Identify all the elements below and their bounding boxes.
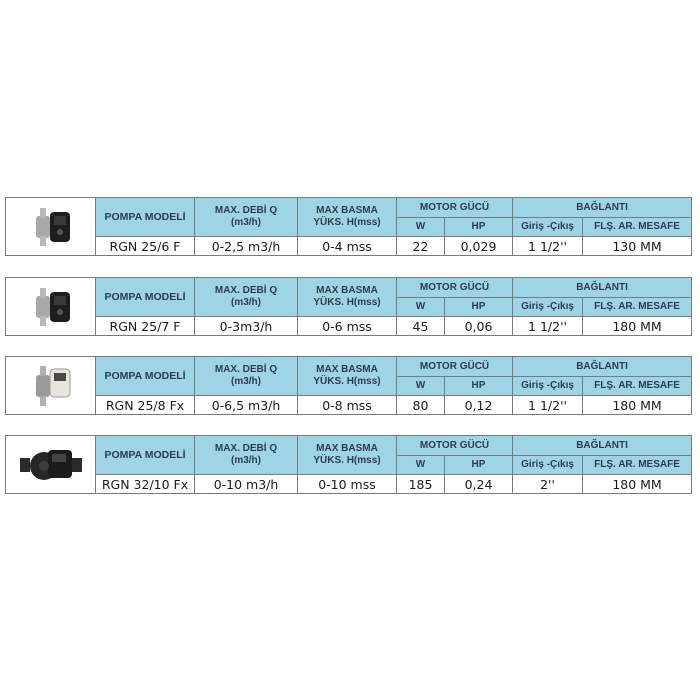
product-image [6, 198, 96, 256]
circulation-pump-icon [28, 204, 74, 250]
header-model: POMPA MODELİ [96, 357, 195, 396]
cell-head: 0-10 mss [298, 475, 397, 494]
cell-conn-io: 1 1/2'' [513, 317, 583, 336]
header-conn-io: Giriş -Çıkış [513, 377, 583, 396]
cell-flow: 0-2,5 m3/h [195, 237, 298, 256]
header-connection: BAĞLANTI [513, 278, 692, 298]
header-motor-w: W [397, 456, 445, 475]
header-connection: BAĞLANTI [513, 357, 692, 377]
cell-model: RGN 25/7 F [96, 317, 195, 336]
header-motor-w: W [397, 298, 445, 317]
cell-motor-w: 45 [397, 317, 445, 336]
product-spec-table-4 [5, 435, 692, 494]
cell-head: 0-6 mss [298, 317, 397, 336]
cell-motor-w: 80 [397, 396, 445, 415]
header-head: MAX BASMA YÜKS. H(mss) [298, 357, 397, 396]
header-model: POMPA MODELİ [96, 436, 195, 475]
circulation-pump-icon [18, 442, 84, 488]
cell-flow: 0-3m3/h [195, 317, 298, 336]
header-motor: MOTOR GÜCÜ [397, 436, 513, 456]
circulation-pump-icon [28, 363, 74, 409]
cell-conn-dist: 180 MM [583, 396, 692, 415]
cell-motor-hp: 0,029 [445, 237, 513, 256]
product-image [6, 436, 96, 494]
cell-conn-dist: 180 MM [583, 317, 692, 336]
header-motor: MOTOR GÜCÜ [397, 278, 513, 298]
header-motor-w: W [397, 218, 445, 237]
cell-conn-io: 2'' [513, 475, 583, 494]
cell-conn-io: 1 1/2'' [513, 237, 583, 256]
header-motor-hp: HP [445, 456, 513, 475]
header-motor-w: W [397, 377, 445, 396]
cell-flow: 0-6,5 m3/h [195, 396, 298, 415]
cell-motor-w: 185 [397, 475, 445, 494]
cell-motor-hp: 0,12 [445, 396, 513, 415]
cell-model: RGN 25/8 Fx [96, 396, 195, 415]
cell-flow: 0-10 m3/h [195, 475, 298, 494]
header-motor-hp: HP [445, 218, 513, 237]
header-model: POMPA MODELİ [96, 278, 195, 317]
product-spec-table-1 [5, 197, 692, 256]
header-motor-hp: HP [445, 377, 513, 396]
header-flow: MAX. DEBİ Q (m3/h) [195, 436, 298, 475]
header-conn-io: Giriş -Çıkış [513, 218, 583, 237]
product-image [6, 278, 96, 336]
cell-motor-hp: 0,06 [445, 317, 513, 336]
header-model: POMPA MODELİ [96, 198, 195, 237]
header-conn-io: Giriş -Çıkış [513, 456, 583, 475]
header-motor: MOTOR GÜCÜ [397, 198, 513, 218]
header-flow: MAX. DEBİ Q (m3/h) [195, 278, 298, 317]
header-flow: MAX. DEBİ Q (m3/h) [195, 198, 298, 237]
product-spec-table-2 [5, 277, 692, 336]
header-motor-hp: HP [445, 298, 513, 317]
header-conn-io: Giriş -Çıkış [513, 298, 583, 317]
header-conn-dist: FLŞ. AR. MESAFE [583, 218, 692, 237]
cell-motor-hp: 0,24 [445, 475, 513, 494]
header-conn-dist: FLŞ. AR. MESAFE [583, 298, 692, 317]
header-motor: MOTOR GÜCÜ [397, 357, 513, 377]
cell-conn-dist: 180 MM [583, 475, 692, 494]
header-flow: MAX. DEBİ Q (m3/h) [195, 357, 298, 396]
header-connection: BAĞLANTI [513, 198, 692, 218]
cell-head: 0-8 mss [298, 396, 397, 415]
cell-motor-w: 22 [397, 237, 445, 256]
header-head: MAX BASMA YÜKS. H(mss) [298, 198, 397, 237]
header-head: MAX BASMA YÜKS. H(mss) [298, 436, 397, 475]
cell-head: 0-4 mss [298, 237, 397, 256]
product-image [6, 357, 96, 415]
header-conn-dist: FLŞ. AR. MESAFE [583, 377, 692, 396]
header-head: MAX BASMA YÜKS. H(mss) [298, 278, 397, 317]
cell-model: RGN 25/6 F [96, 237, 195, 256]
header-connection: BAĞLANTI [513, 436, 692, 456]
cell-conn-dist: 130 MM [583, 237, 692, 256]
header-conn-dist: FLŞ. AR. MESAFE [583, 456, 692, 475]
circulation-pump-icon [28, 284, 74, 330]
cell-conn-io: 1 1/2'' [513, 396, 583, 415]
cell-model: RGN 32/10 Fx [96, 475, 195, 494]
product-spec-table-3 [5, 356, 692, 415]
